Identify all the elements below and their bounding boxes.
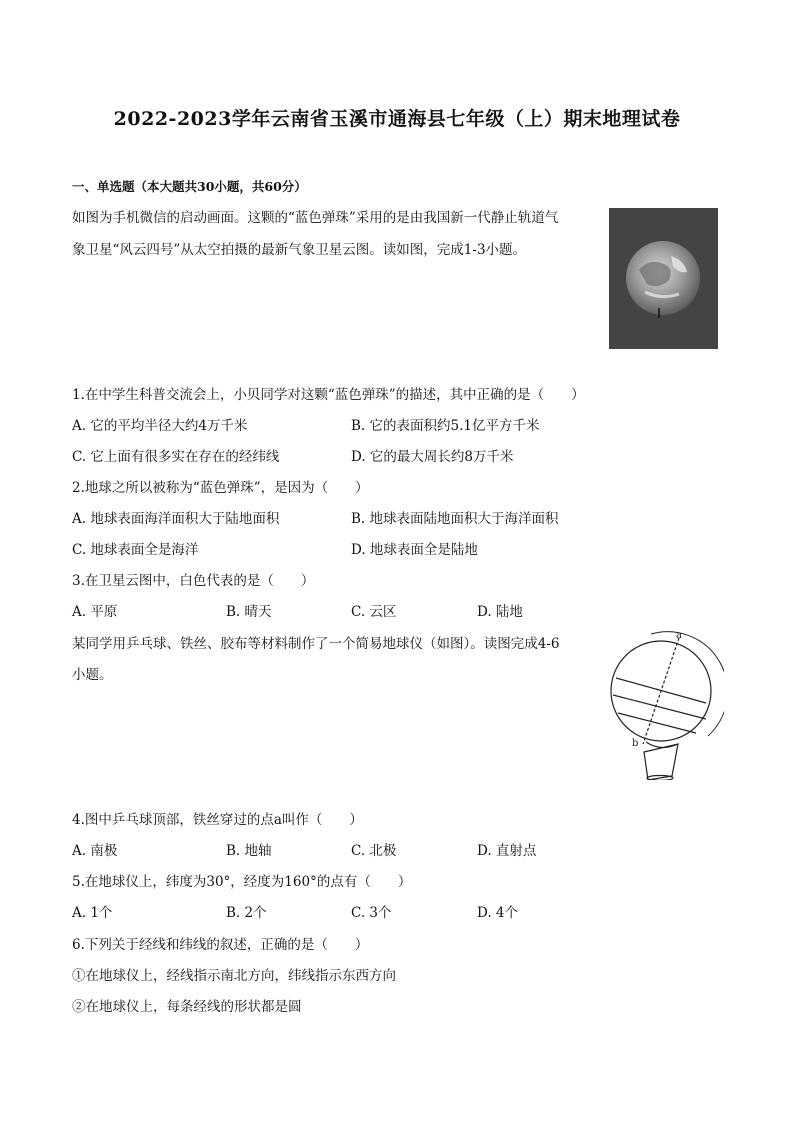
q3-option-d: D. 陆地 <box>477 604 523 620</box>
q4-option-a: A. 南极 <box>72 843 118 859</box>
q1-option-b: B. 它的表面积约5.1亿平方千米 <box>351 418 540 434</box>
q4-stem: 4.图中乒乓球顶部，铁丝穿过的点a叫作（ ） <box>72 812 363 828</box>
intro1-line2: 象卫星“风云四号”从太空拍摄的最新气象卫星云图。读如图，完成1-3小题。 <box>72 242 527 258</box>
q2-option-a: A. 地球表面海洋面积大于陆地面积 <box>72 511 280 527</box>
q6-stem: 6.下列关于经线和纬线的叙述，正确的是（ ） <box>72 937 369 953</box>
q6-statement-2: ②在地球仪上，每条经线的形状都是圆 <box>72 999 302 1015</box>
page-title: 2022-2023学年云南省玉溪市通海县七年级（上）期末地理试卷 <box>113 108 681 130</box>
globe-figure <box>606 628 724 780</box>
q1-option-c: C. 它上面有很多实在存在的经纬线 <box>72 449 280 465</box>
q4-option-c: C. 北极 <box>351 843 397 859</box>
earth-photo <box>609 208 718 349</box>
q3-stem: 3.在卫星云图中，白色代表的是（ ） <box>72 573 315 589</box>
q5-option-a: A. 1个 <box>72 905 113 921</box>
section-header: 一、单选题（本大题共30小题，共60分） <box>72 179 307 194</box>
q2-option-d: D. 地球表面全是陆地 <box>351 542 478 558</box>
globe-label-b: b <box>632 738 639 749</box>
q5-option-b: B. 2个 <box>226 905 267 921</box>
q5-option-c: C. 3个 <box>351 905 392 921</box>
q4-option-b: B. 地轴 <box>226 843 272 859</box>
q1-option-a: A. 它的平均半径大约4万千米 <box>72 418 248 434</box>
q4-option-d: D. 直射点 <box>477 843 537 859</box>
q1-stem: 1.在中学生科普交流会上，小贝同学对这颗“蓝色弹珠”的描述，其中正确的是（ ） <box>72 387 585 403</box>
intro2-line1: 某同学用乒乓球、铁丝、胶布等材料制作了一个简易地球仪（如图）。读图完成4-6 <box>72 636 560 652</box>
q2-stem: 2.地球之所以被称为“蓝色弹珠”，是因为（ ） <box>72 480 369 496</box>
intro2-line2: 小题。 <box>72 667 113 683</box>
q2-option-c: C. 地球表面全是海洋 <box>72 542 199 558</box>
q6-statement-1: ①在地球仪上，经线指示南北方向，纬线指示东西方向 <box>72 968 396 984</box>
globe-label-a: a <box>676 630 682 641</box>
q3-option-b: B. 晴天 <box>226 604 272 620</box>
q5-stem: 5.在地球仪上，纬度为30°，经度为160°的点有（ ） <box>72 874 412 890</box>
q5-option-d: D. 4个 <box>477 905 519 921</box>
q1-option-d: D. 它的最大周长约8万千米 <box>351 449 514 465</box>
q2-option-b: B. 地球表面陆地面积大于海洋面积 <box>351 511 559 527</box>
q3-option-a: A. 平原 <box>72 604 118 620</box>
q3-option-c: C. 云区 <box>351 604 397 620</box>
intro1-line1: 如图为手机微信的启动画面。这颗的“蓝色弹珠”采用的是由我国新一代静止轨道气 <box>72 210 559 226</box>
